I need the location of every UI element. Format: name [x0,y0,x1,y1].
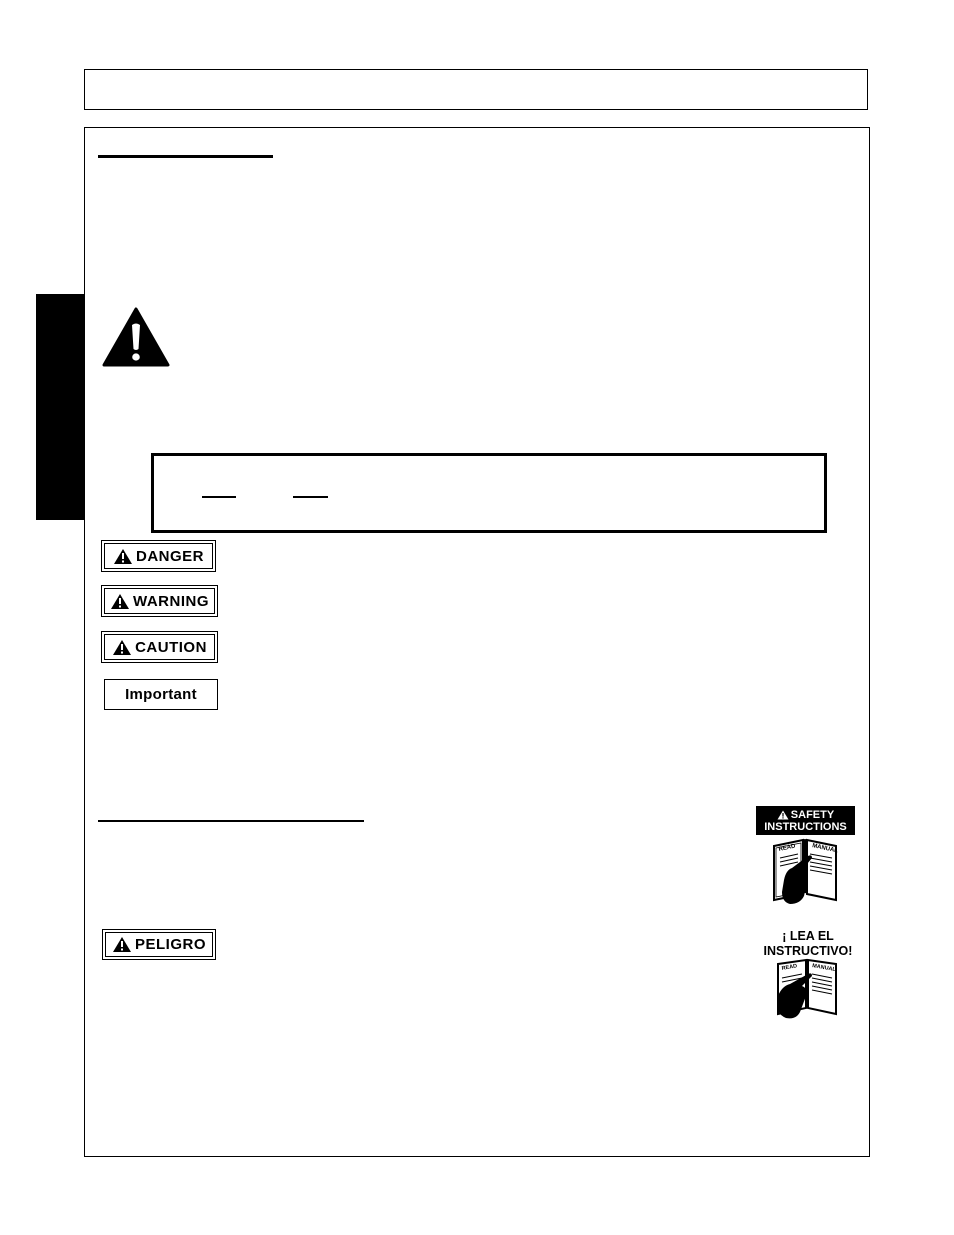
danger-label-text: DANGER [135,547,204,565]
notice-underline-2 [293,496,328,498]
lea-el-instructivo-decal-header [756,929,860,959]
warning-label-text: WARNING [133,592,209,610]
safety-alert-triangle-icon [113,548,133,565]
warning-signal-label [101,585,218,617]
safety-instructions-decal-header [756,806,855,835]
lea-decal-line1: ¡ LEA EL [782,929,834,943]
notice-underline-1 [202,496,236,498]
page-header-box [84,69,868,110]
safety-alert-triangle-icon [112,936,132,953]
safety-alert-triangle-icon [102,307,170,367]
section-tab [36,294,84,520]
safety-alert-triangle-icon [112,639,132,656]
important-label-text: Important [125,686,197,703]
peligro-signal-label [102,929,216,960]
subsection-heading-underline [98,820,364,822]
peligro-label-text: PELIGRO [134,936,206,953]
safety-alert-triangle-icon [110,593,130,610]
read-manual-book-icon [774,958,840,1020]
safety-decal-line2: INSTRUCTIONS [764,820,847,833]
book-left-text: READ [781,963,798,972]
safety-decal-line1: SAFETY [790,808,835,821]
danger-signal-label [101,540,216,572]
section-heading-underline [98,155,273,158]
notice-box [151,453,827,533]
book-right-text: MANUAL [811,843,839,855]
caution-signal-label [101,631,218,663]
caution-label-text: CAUTION [135,638,207,656]
safety-alert-triangle-icon [777,810,789,820]
important-signal-label [104,679,218,710]
read-manual-book-icon [770,836,840,906]
book-right-text: MANUAL [811,963,837,974]
lea-decal-line2: INSTRUCTIVO! [763,944,853,958]
book-left-text: READ [778,843,797,853]
